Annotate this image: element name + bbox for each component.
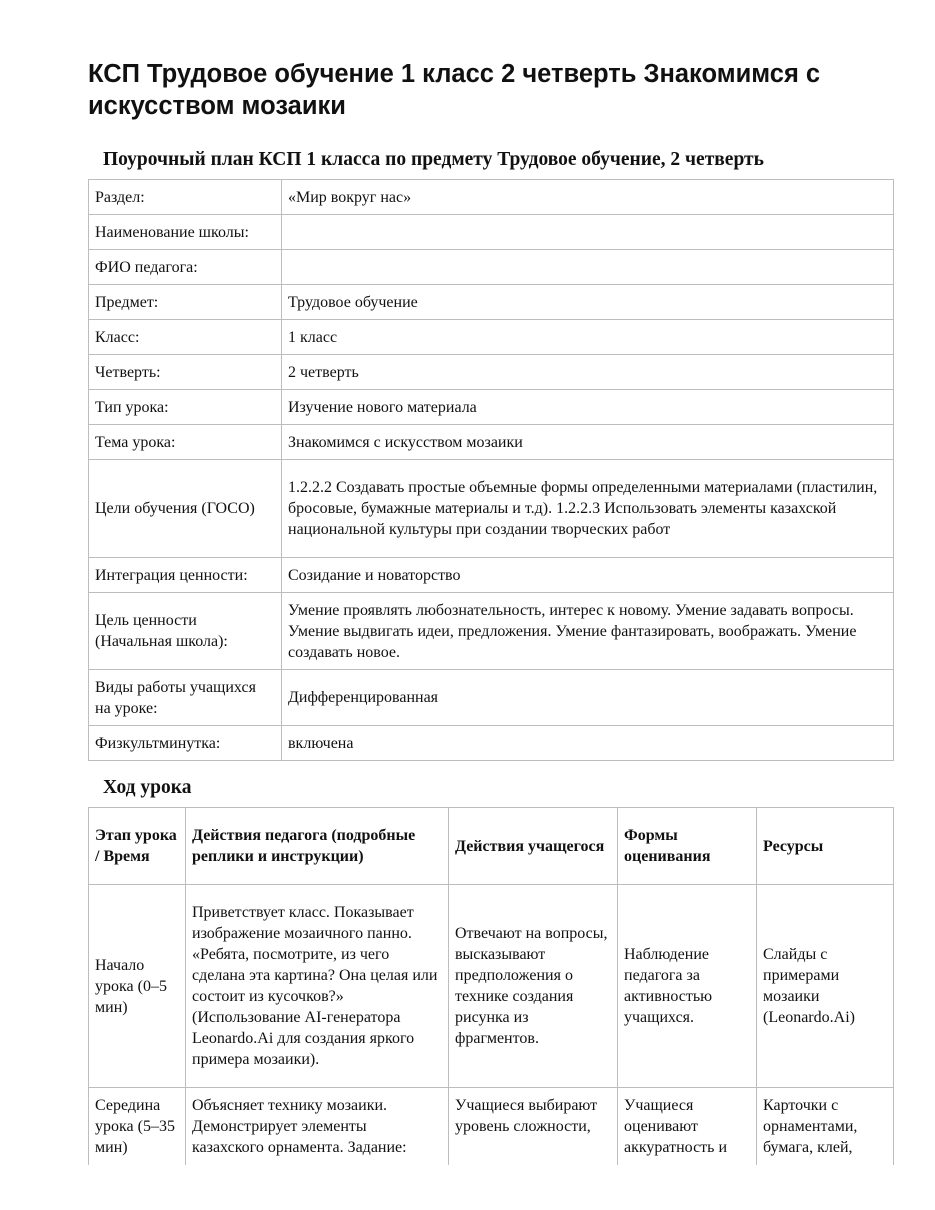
info-value: Изучение нового материала [282,390,894,425]
table-cell: Наблюдение педагога за активностью учащихся. [618,885,757,1088]
info-value: 2 четверть [282,355,894,390]
table-cell: Карточки с орнаментами, бумага, клей, [757,1088,894,1166]
table-cell: Объясняет технику мозаики. Демонстрирует элементы казахского орнамента. Задание: [186,1088,449,1166]
table-header-row [89,808,894,885]
info-value [282,215,894,250]
table-row [89,250,894,285]
info-label: Цели обучения (ГОСО) [89,460,282,558]
info-label: Предмет: [89,285,282,320]
table-row [89,320,894,355]
info-value: Трудовое обучение [282,285,894,320]
table-row [89,460,894,558]
table-cell: Начало урока (0–5 мин) [89,885,186,1088]
table-row [89,726,894,761]
lesson-info-table [88,179,894,761]
table-cell: Середина урока (5–35 мин) [89,1088,186,1166]
table-cell: Отвечают на вопросы, высказывают предположения о технике создания рисунка из фрагментов. [449,885,618,1088]
info-label: Цель ценности (Начальная школа): [89,593,282,670]
table-row [89,593,894,670]
info-value: Знакомимся с искусством мозаики [282,425,894,460]
info-value: Дифференцированная [282,670,894,726]
table-row [89,180,894,215]
table-row [89,558,894,593]
column-header-assessment: Формы оценивания [618,808,757,885]
lesson-flow-heading: Ход урока [103,777,192,798]
info-value: включена [282,726,894,761]
table-row [89,425,894,460]
plan-heading: Поурочный план КСП 1 класса по предмету Трудовое обучение, 2 четверть [103,149,764,170]
table-row [89,670,894,726]
table-cell: Слайды с примерами мозаики (Leonardo.Ai) [757,885,894,1088]
info-value: Умение проявлять любознательность, интерес к новому. Умение задавать вопросы. Умение выдвигать идеи, предложения. Умение фантазировать, воображать. Умение создавать новое. [282,593,894,670]
table-row [89,215,894,250]
info-value: 1.2.2.2 Создавать простые объемные формы определенными материалами (пластилин, бросовые, бумажные материалы и т.д). 1.2.2.3 Использовать элементы казахской национальной культуры при создании творческих работ [282,460,894,558]
column-header-student: Действия учащегося [449,808,618,885]
table-row [89,885,894,1088]
info-label: Тема урока: [89,425,282,460]
column-header-teacher: Действия педагога (подробные реплики и инструкции) [186,808,449,885]
info-label: Интеграция ценности: [89,558,282,593]
info-label: Четверть: [89,355,282,390]
info-label: Виды работы учащихся на уроке: [89,670,282,726]
table-cell: Приветствует класс. Показывает изображение мозаичного панно. «Ребята, посмотрите, из чего сделана эта картина? Она целая или состоит из кусочков?» (Использование AI-генератора Leonardo.Ai для создания яркого примера мозаики). [186,885,449,1088]
table-cell: Учащиеся оценивают аккуратность и [618,1088,757,1166]
table-row [89,1088,894,1166]
document-title: КСП Трудовое обучение 1 класс 2 четверть Знакомимся с искусством мозаики [88,60,821,120]
table-cell: Учащиеся выбирают уровень сложности, [449,1088,618,1166]
column-header-resources: Ресурсы [757,808,894,885]
info-label: Класс: [89,320,282,355]
info-value: «Мир вокруг нас» [282,180,894,215]
table-row [89,285,894,320]
info-value: 1 класс [282,320,894,355]
info-label: Наименование школы: [89,215,282,250]
info-label: ФИО педагога: [89,250,282,285]
info-label: Физкультминутка: [89,726,282,761]
info-value: Созидание и новаторство [282,558,894,593]
info-value [282,250,894,285]
info-label: Раздел: [89,180,282,215]
table-row [89,390,894,425]
column-header-stage: Этап урока / Время [89,808,186,885]
lesson-flow-table [88,807,894,1166]
page-bottom-margin [0,1165,935,1210]
info-label: Тип урока: [89,390,282,425]
table-row [89,355,894,390]
